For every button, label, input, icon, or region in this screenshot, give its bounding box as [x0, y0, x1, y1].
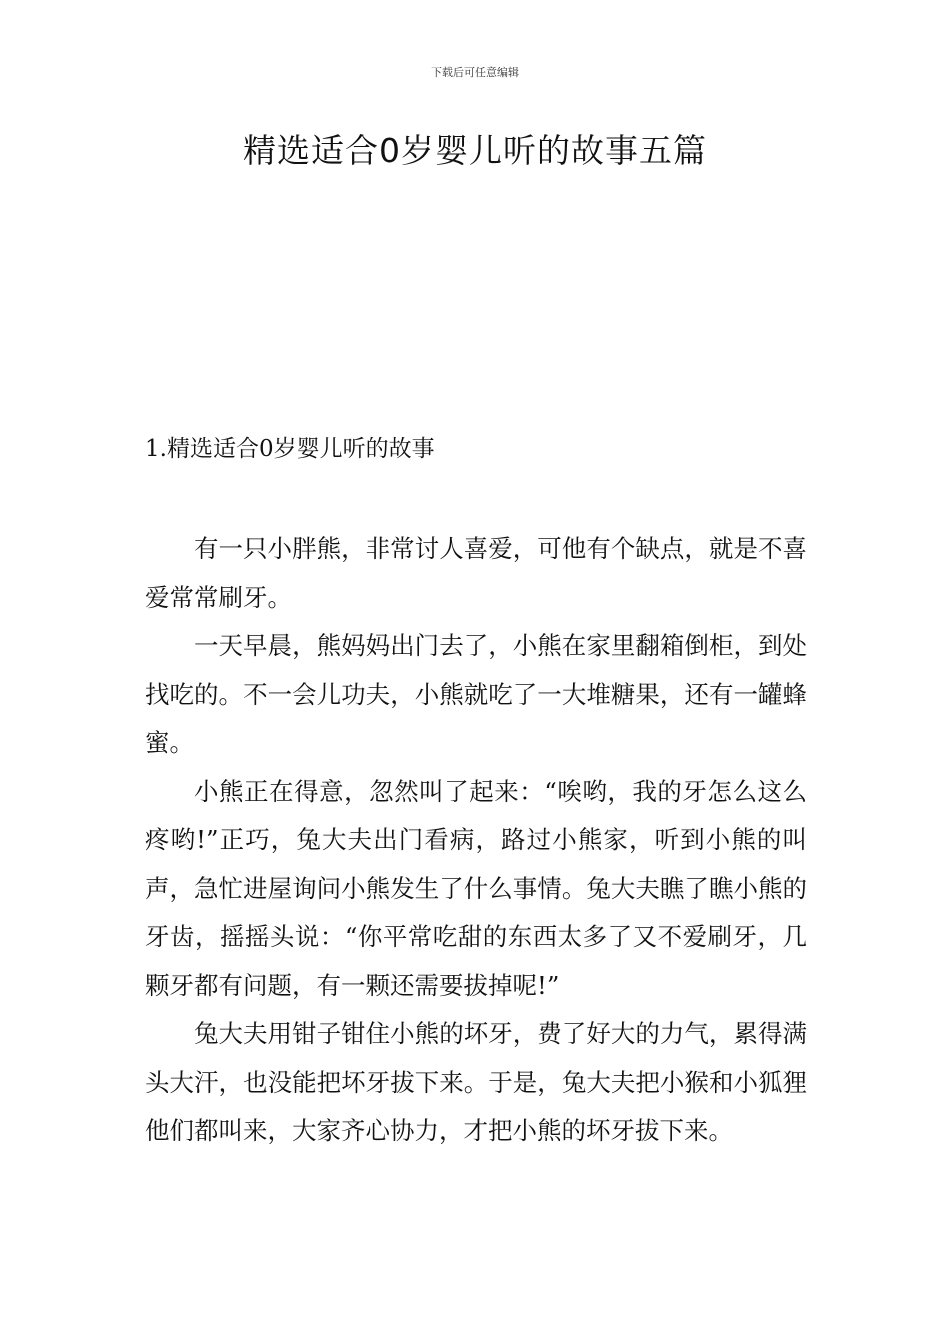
header-note: 下载后可任意编辑 — [431, 66, 519, 79]
section-heading: 1.精选适合0岁婴儿听的故事 — [145, 436, 435, 462]
story-body — [145, 525, 807, 1156]
story-paragraph-4: 兔大夫用钳子钳住小熊的坏牙，费了好大的力气，累得满头大汗，也没能把坏牙拔下来。于是，兔大夫把小猴和小狐狸他们都叫来，大家齐心协力，才把小熊的坏牙拔下来。 — [145, 1019, 807, 1145]
story-paragraph-3: 小熊正在得意，忽然叫了起来：“唉哟，我的牙怎么这么疼哟!”正巧，兔大夫出门看病，路过小熊家，听到小熊的叫声，急忙进屋询问小熊发生了什么事情。兔大夫瞧了瞧小熊的牙齿，摇摇头说：“你平常吃甜的东西太多了又不爱刷牙，几颗牙都有问题，有一颗还需要拔掉呢!” — [145, 776, 807, 1000]
story-paragraph-2: 一天早晨，熊妈妈出门去了，小熊在家里翻箱倒柜，到处找吃的。不一会儿功夫，小熊就吃了一大堆糖果，还有一罐蜂蜜。 — [145, 631, 807, 757]
story-paragraph-1: 有一只小胖熊，非常讨人喜爱，可他有个缺点，就是不喜爱常常刷牙。 — [145, 534, 807, 612]
document-title: 精选适合0岁婴儿听的故事五篇 — [243, 131, 707, 170]
